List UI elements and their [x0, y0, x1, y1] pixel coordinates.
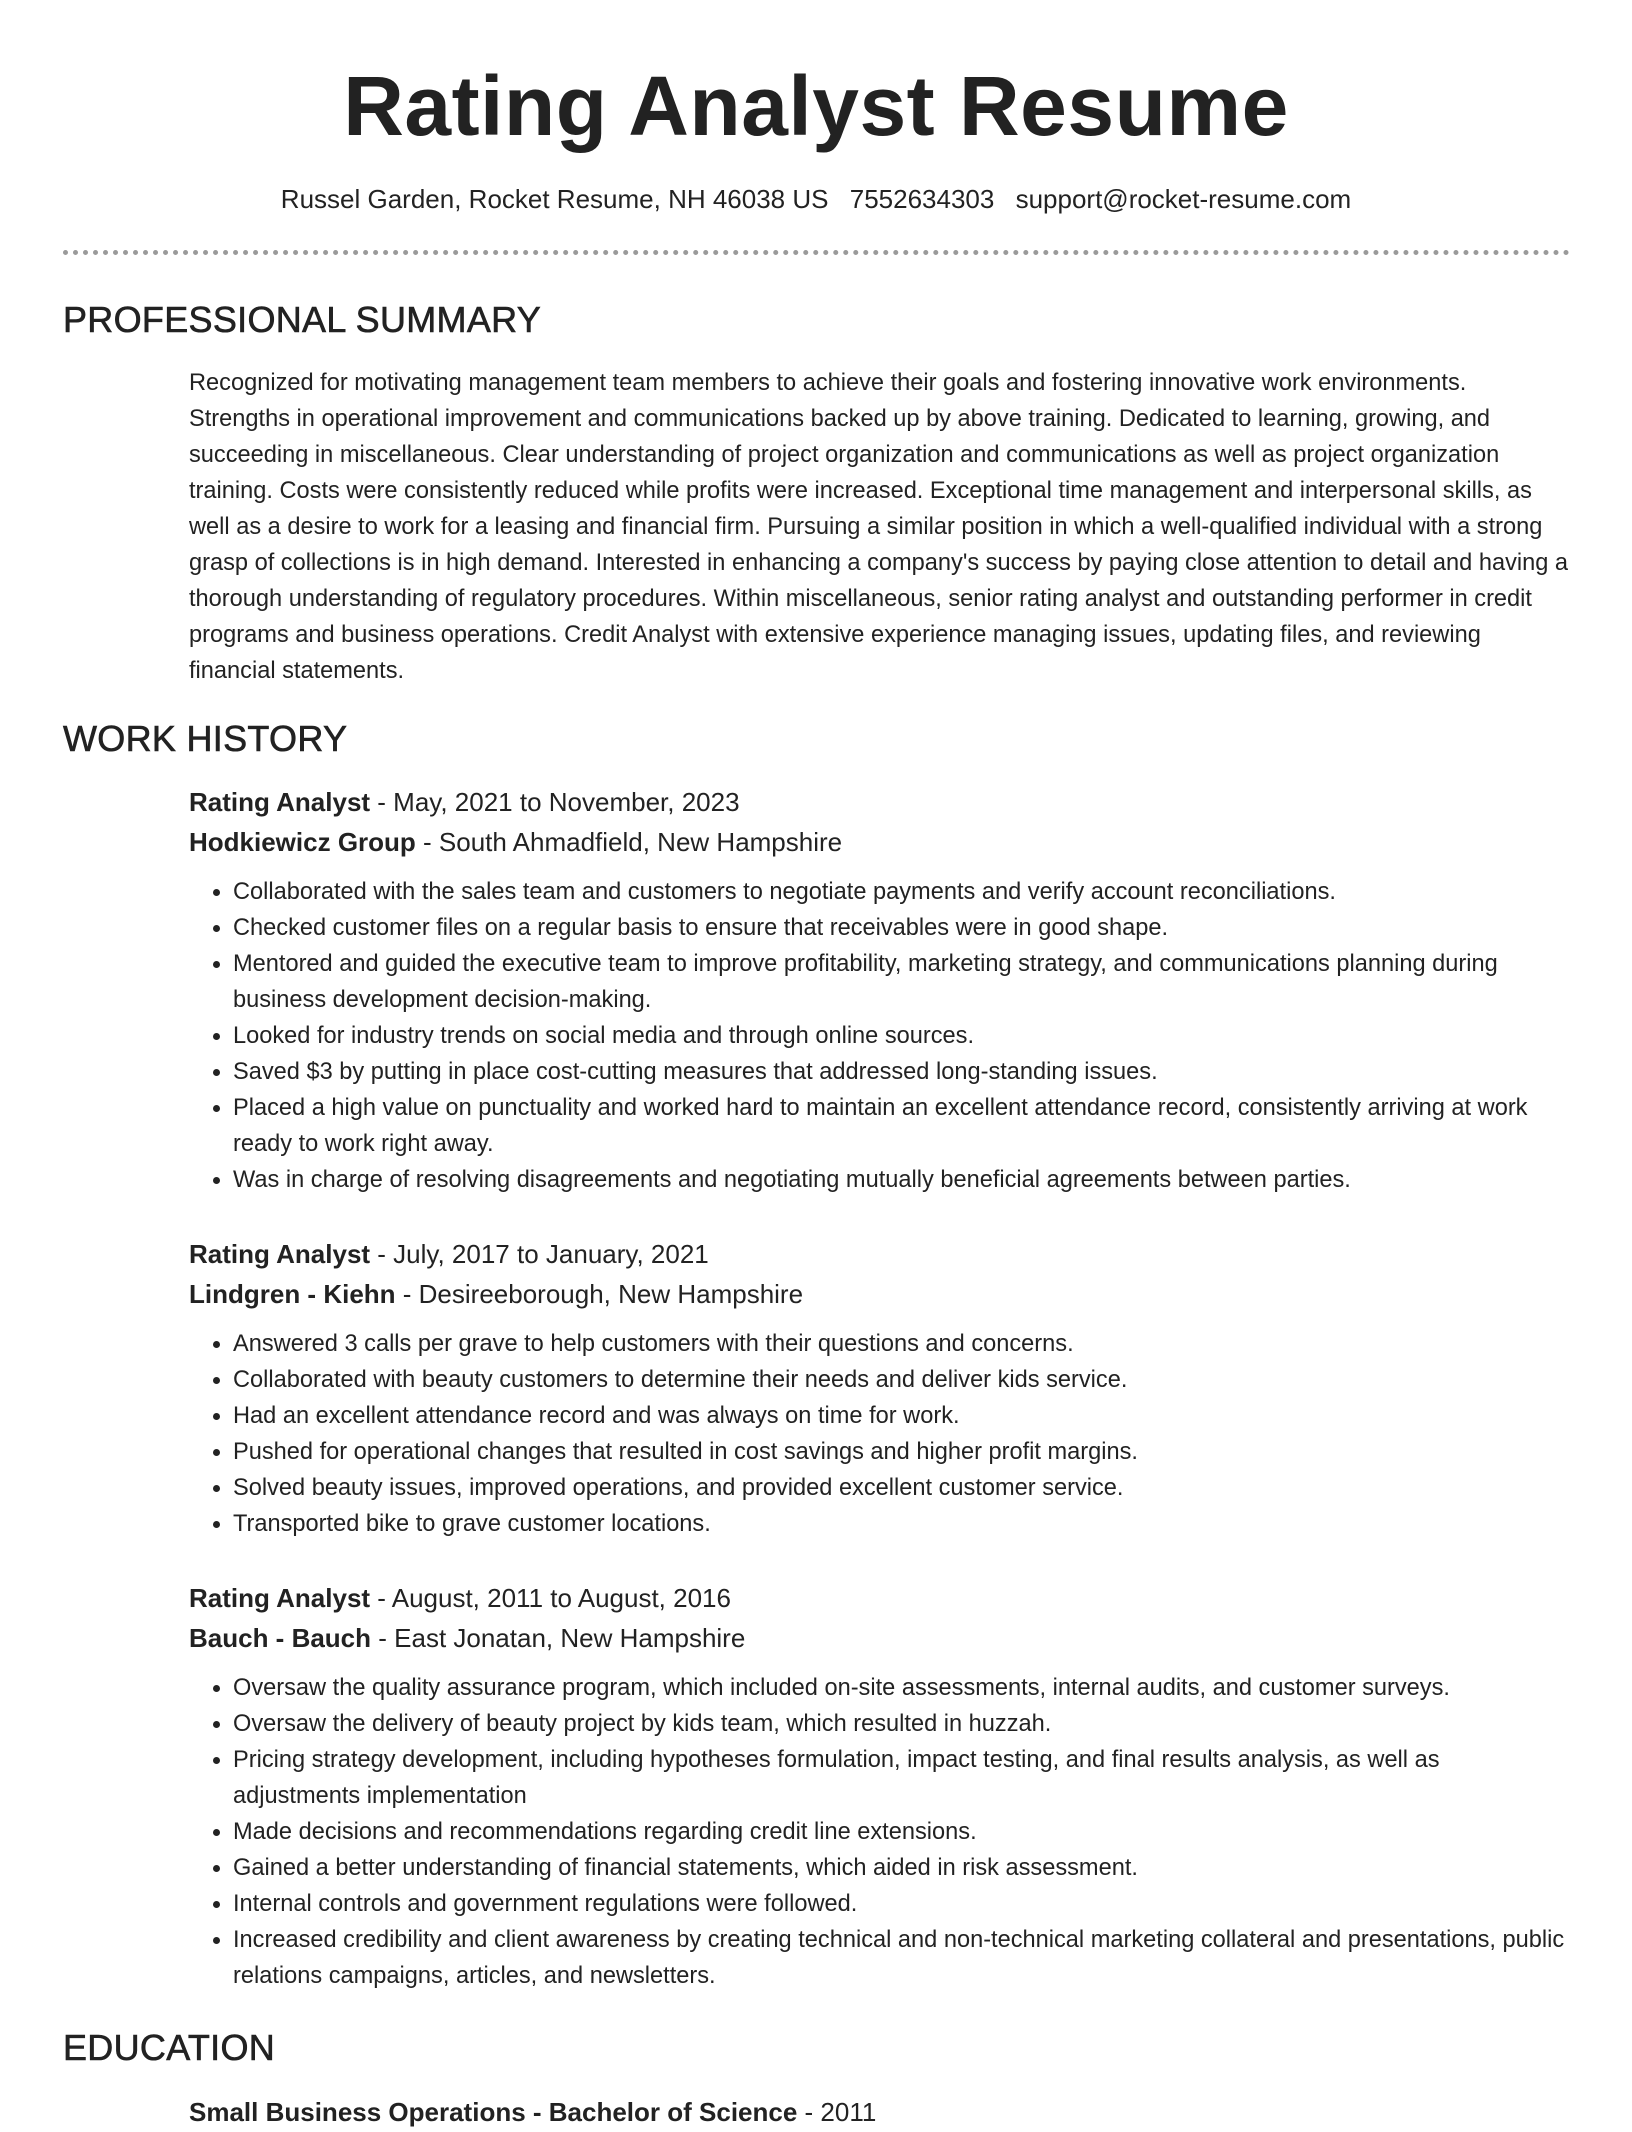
- job-dates: - August, 2011 to August, 2016: [370, 1583, 731, 1613]
- summary-heading: PROFESSIONAL SUMMARY: [63, 299, 542, 340]
- work-history-heading: WORK HISTORY: [63, 718, 348, 759]
- job-bullet: • Checked customer files on a regular basis to ensure that receivables were in good shape.: [233, 910, 1569, 946]
- job-bullet: • Mentored and guided the executive team to improve profitability, marketing strategy, and communications planning during business development decision-making.: [233, 946, 1569, 1018]
- education-heading: EDUCATION: [63, 2027, 276, 2068]
- job-bullet: • Pushed for operational changes that resulted in cost savings and higher profit margins.: [233, 1434, 1569, 1470]
- job-entry-3: [189, 1578, 1569, 1994]
- job-bullet-list: [189, 1326, 1569, 1542]
- job-bullet: • Oversaw the quality assurance program, which included on-site assessments, internal audits, and customer surveys.: [233, 1670, 1569, 1706]
- contact-phone: 7552634303: [849, 184, 995, 214]
- job-bullet: • Placed a high value on punctuality and worked hard to maintain an excellent attendance record, consistently arriving at work ready to work right away.: [233, 1090, 1569, 1162]
- job-bullet: • Answered 3 calls per grave to help customers with their questions and concerns.: [233, 1326, 1569, 1362]
- job-bullet-list: [189, 874, 1569, 1198]
- job-entry-2: [189, 1234, 1569, 1542]
- header-divider: [63, 250, 1570, 255]
- job-dates: - May, 2021 to November, 2023: [370, 787, 740, 817]
- job-title-line: [189, 782, 1569, 822]
- job-bullet: • Saved $3 by putting in place cost-cutting measures that addressed long-standing issues.: [233, 1054, 1569, 1090]
- job-location: - Desireeborough, New Hampshire: [395, 1279, 804, 1309]
- education-degree: Small Business Operations - Bachelor of Science: [189, 2097, 798, 2127]
- job-company-line: [189, 1618, 1569, 1658]
- job-bullet: • Transported bike to grave customer locations.: [233, 1506, 1569, 1542]
- job-bullet: • Pricing strategy development, including hypotheses formulation, impact testing, and final results analysis, as well as adjustments implementation: [233, 1742, 1569, 1814]
- contact-line: [0, 181, 1632, 217]
- contact-address: Russel Garden, Rocket Resume, NH 46038 US: [280, 184, 829, 214]
- job-bullet: • Was in charge of resolving disagreements and negotiating mutually beneficial agreements between parties.: [233, 1162, 1569, 1198]
- job-title-line: [189, 1578, 1569, 1618]
- job-bullet: • Solved beauty issues, improved operations, and provided excellent customer service.: [233, 1470, 1569, 1506]
- job-location: - East Jonatan, New Hampshire: [371, 1623, 746, 1653]
- page-title: Rating Analyst Resume: [343, 59, 1289, 153]
- job-title: Rating Analyst: [189, 1583, 371, 1613]
- education-entry: [189, 2092, 1569, 2132]
- job-company: Bauch - Bauch: [189, 1623, 372, 1653]
- job-company: Hodkiewicz Group: [189, 827, 416, 857]
- job-bullet: • Collaborated with beauty customers to determine their needs and deliver kids service.: [233, 1362, 1569, 1398]
- job-bullet: • Had an excellent attendance record and was always on time for work.: [233, 1398, 1569, 1434]
- job-location: - South Ahmadfield, New Hampshire: [415, 827, 843, 857]
- job-entry-1: [189, 782, 1569, 1198]
- job-company: Lindgren - Kiehn: [189, 1279, 396, 1309]
- job-title: Rating Analyst: [189, 787, 371, 817]
- job-title: Rating Analyst: [189, 1239, 371, 1269]
- job-bullet: • Made decisions and recommendations regarding credit line extensions.: [233, 1814, 1569, 1850]
- job-bullet: • Looked for industry trends on social media and through online sources.: [233, 1018, 1569, 1054]
- job-company-line: [189, 1274, 1569, 1314]
- job-bullet: • Internal controls and government regulations were followed.: [233, 1886, 1569, 1922]
- job-bullet: • Collaborated with the sales team and customers to negotiate payments and verify account reconciliations.: [233, 874, 1569, 910]
- job-title-line: [189, 1234, 1569, 1274]
- job-bullet: • Gained a better understanding of financial statements, which aided in risk assessment.: [233, 1850, 1569, 1886]
- summary-text: Recognized for motivating management team members to achieve their goals and fostering innovative work environments. Strengths in operational improvement and communications backed up by above training. Dedicated to learning, growing, and succeeding in miscellaneous. Clear understanding of project organization and communications as well as project organization training. Costs were consistently reduced while profits were increased. Exceptional time management and interpersonal skills, as well as a desire to work for a leasing and financial firm. Pursuing a similar position in which a well-qualified individual with a strong grasp of collections is in high demand. Interested in enhancing a company's success by paying close attention to detail and having a thorough understanding of regulatory procedures. Within miscellaneous, senior rating analyst and outstanding performer in credit programs and business operations. Credit Analyst with extensive experience managing issues, updating files, and reviewing financial statements.: [189, 370, 1569, 684]
- job-bullet: • Increased credibility and client awareness by creating technical and non-technical marketing collateral and presentations, public relations campaigns, articles, and newsletters.: [233, 1922, 1569, 1994]
- education-year: - 2011: [797, 2097, 877, 2127]
- job-bullet-list: [189, 1670, 1569, 1994]
- job-bullet: • Oversaw the delivery of beauty project by kids team, which resulted in huzzah.: [233, 1706, 1569, 1742]
- job-dates: - July, 2017 to January, 2021: [370, 1239, 709, 1269]
- contact-email: support@rocket-resume.com: [1015, 184, 1352, 214]
- job-company-line: [189, 822, 1569, 862]
